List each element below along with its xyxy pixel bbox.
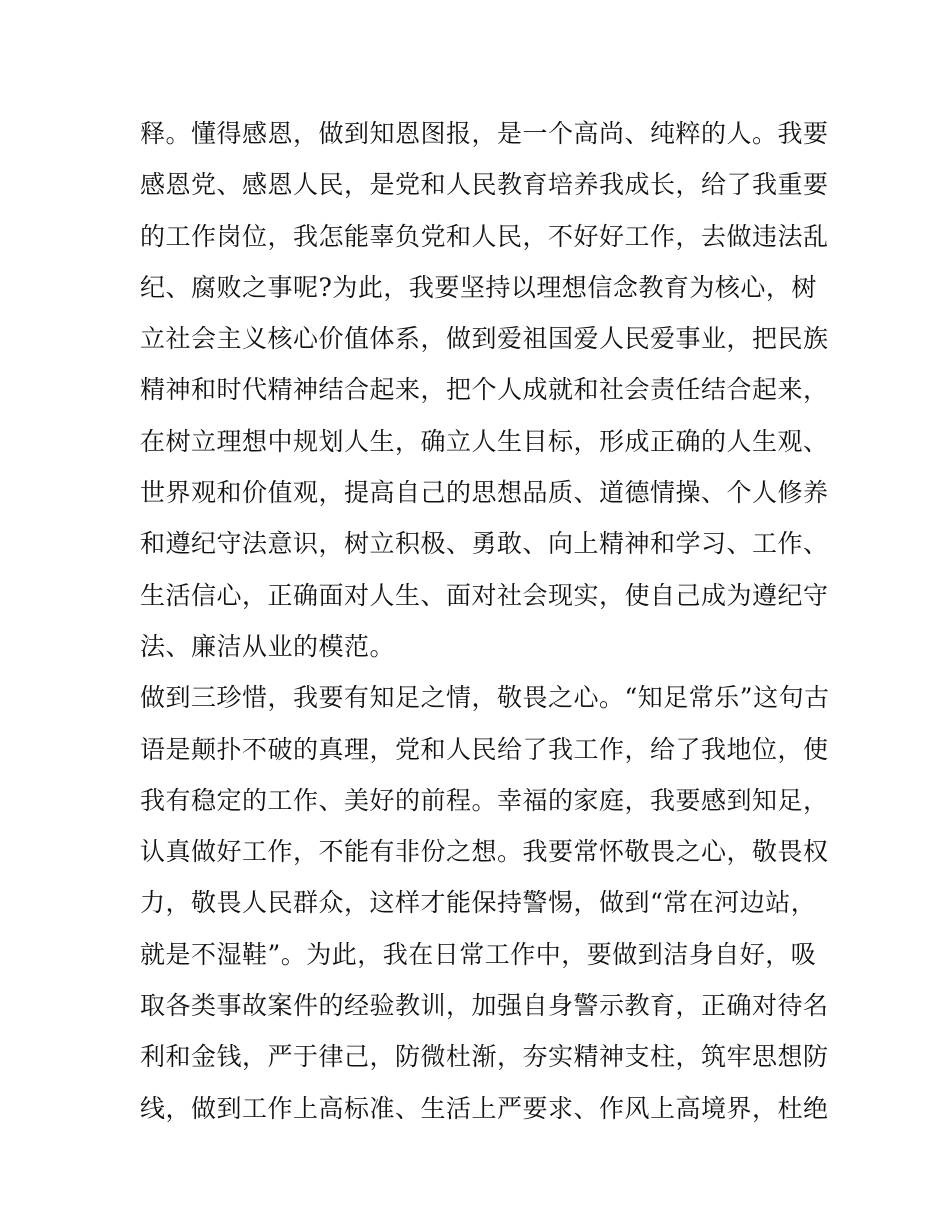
text-line: 线，做到工作上高标准、生活上严要求、作风上高境界，杜绝 — [140, 1093, 829, 1123]
text-line: 法、廉洁从业的模范。 — [140, 631, 396, 661]
text-line: 生活信心，正确面对人生、面对社会现实，使自己成为遵纪守 — [140, 580, 829, 610]
text-line: 感恩党、感恩人民，是党和人民教育培养我成长，给了我重要 — [140, 170, 829, 200]
body-text — [140, 108, 830, 1134]
text-line: 做到三珍惜，我要有知足之情，敬畏之心。“知足常乐”这句古 — [140, 683, 830, 713]
text-line: 利和金钱，严于律己，防微杜渐，夯实精神支柱，筑牢思想防 — [140, 1042, 829, 1072]
text-line: 释。懂得感恩，做到知恩图报，是一个高尚、纯粹的人。我要 — [140, 119, 829, 148]
text-line: 取各类事故案件的经验教训，加强自身警示教育，正确对待名 — [140, 991, 829, 1021]
text-line: 的工作岗位，我怎能辜负党和人民，不好好工作，去做违法乱 — [140, 221, 829, 251]
text-line: 精神和时代精神结合起来，把个人成就和社会责任结合起来， — [140, 375, 829, 405]
text-line: 在树立理想中规划人生，确立人生目标，形成正确的人生观、 — [140, 426, 829, 456]
text-line: 和遵纪守法意识，树立积极、勇敢、向上精神和学习、工作、 — [140, 529, 829, 559]
text-line: 力，敬畏人民群众，这样才能保持警惕，做到“常在河边站， — [140, 888, 817, 918]
text-line: 就是不湿鞋”。为此，我在日常工作中，要做到洁身自好，吸 — [140, 939, 817, 969]
text-line: 立社会主义核心价值体系，做到爱祖国爱人民爱事业，把民族 — [140, 324, 829, 354]
text-line: 纪、腐败之事呢?为此，我要坚持以理想信念教育为核心，树 — [140, 272, 817, 302]
text-line: 世界观和价值观，提高自己的思想品质、道德情操、个人修养 — [140, 478, 829, 508]
text-line: 我有稳定的工作、美好的前程。幸福的家庭，我要感到知足， — [140, 785, 829, 815]
text-line: 认真做好工作，不能有非份之想。我要常怀敬畏之心，敬畏权 — [140, 837, 829, 867]
text-line: 语是颠扑不破的真理，党和人民给了我工作，给了我地位，使 — [140, 734, 829, 764]
